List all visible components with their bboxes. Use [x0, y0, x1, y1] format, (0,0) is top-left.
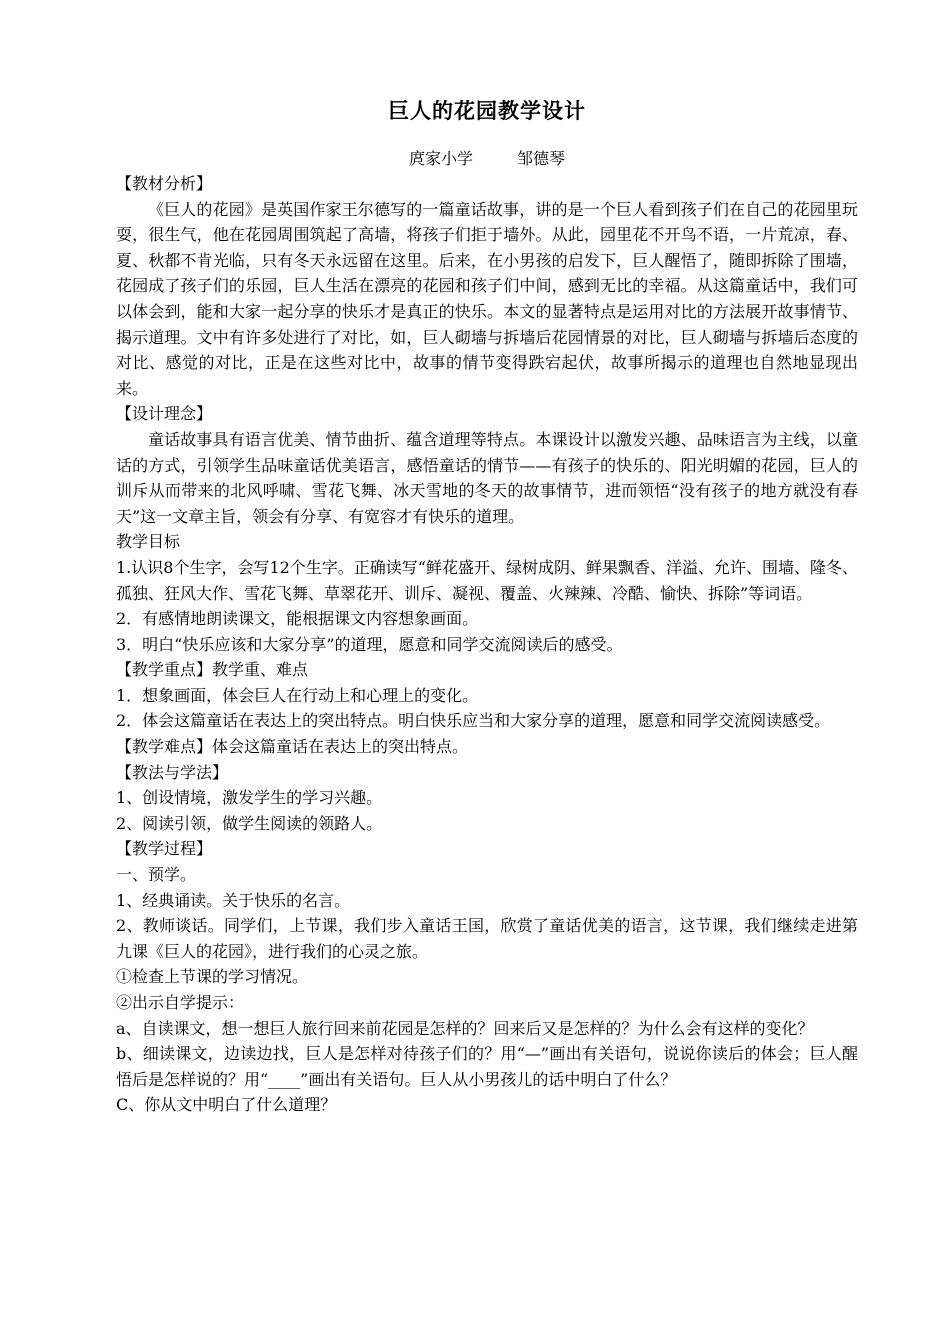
author-name: 邹德琴: [517, 149, 566, 168]
paragraph: 2．有感情地朗读课文，能根据课文内容想象画面。: [116, 609, 479, 629]
paragraph: 3．明白“快乐应该和大家分享”的道理，愿意和同学交流阅读后的感受。: [116, 634, 623, 654]
byline: [116, 147, 858, 171]
school-name: 庹家小学: [408, 149, 473, 168]
paragraph: 【教材分析】: [116, 174, 213, 193]
paragraph: 《巨人的花园》是英国作家王尔德写的一篇童话故事，讲的是一个巨人看到孩子们在自己的花园里玩耍，很生气，他在花园周围筑起了高墙，将孩子们拒于墙外。从此，园里花不开鸟不语，一片荒凉，春、夏、秋都不肯光临，只有冬天永远留在这里。后来，在小男孩的启发下，巨人醒悟了，随即拆除了围墙，花园成了孩子们的乐园，巨人生活在漂亮的花园和孩子们中间，感到无比的幸福。从这篇童话中，我们可以体会到，能和大家一起分享的快乐才是真正的快乐。本文的显著特点是运用对比的方法展开故事情节、揭示道理。文中有许多处进行了对比，如，巨人砌墙与拆墙后花园情景的对比，巨人砌墙与拆墙后态度的对比、感觉的对比，正是在这些对比中，故事的情节变得跌宕起伏，故事所揭示的道理也自然地显现出来。: [116, 199, 858, 398]
paragraph: b、细读课文，边读边找，巨人是怎样对待孩子们的？用“—”画出有关语句，说说你读后的体会；巨人醒悟后是怎样说的？用“____”画出有关语句。巨人从小男孩儿的话中明白了什么？: [116, 1044, 858, 1089]
paragraph: 【教学重点】教学重、难点: [116, 660, 309, 680]
paragraph: 1．想象画面，体会巨人在行动上和心理上的变化。: [116, 685, 479, 705]
document-title: 巨人的花园教学设计: [388, 98, 586, 123]
paragraph: 2、阅读引领，做学生阅读的领路人。: [116, 813, 383, 833]
paragraph: a、自读课文，想一想巨人旅行回来前花园是怎样的？回来后又是怎样的？为什么会有这样的变化？: [116, 1018, 814, 1038]
paragraph: ①检查上节课的学习情况。: [116, 967, 309, 987]
paragraph: C、你从文中明白了什么道理？: [116, 1095, 337, 1115]
paragraph: 【设计理念】: [116, 404, 213, 424]
paragraph: 【教学难点】体会这篇童话在表达上的突出特点。: [116, 737, 469, 757]
paragraph: 教学目标: [116, 532, 181, 552]
paragraph: 童话故事具有语言优美、情节曲折、蕴含道理等特点。本课设计以激发兴趣、品味语言为主线，以童话的方式，引领学生品味童话优美语言，感悟童话的情节——有孩子的快乐的、阳光明媚的花园，巨人的训斥从而带来的北风呼啸、雪花飞舞、冰天雪地的冬天的故事情节，进而领悟“没有孩子的地方就没有春天”这一文章主旨，领会有分享、有宽容才有快乐的道理。: [116, 429, 858, 526]
paragraph: 一、预学。: [116, 865, 197, 885]
paragraph: 1.认识8个生字，会写12个生字。正确读写“鲜花盛开、绿树成阴、鲜果飘香、洋溢、允许、围墙、隆冬、孤独、狂风大作、雪花飞舞、草翠花开、训斥、凝视、覆盖、火辣辣、冷酷、愉快、拆除”等词语。: [116, 557, 858, 603]
paragraph: 1、经典诵读。关于快乐的名言。: [116, 890, 351, 910]
paragraph: 【教学过程】: [116, 839, 213, 859]
paragraph: 1、创设情境，激发学生的学习兴趣。: [116, 788, 383, 808]
paragraph: ②出示自学提示：: [116, 993, 245, 1012]
paragraph: 【教法与学法】: [116, 762, 229, 782]
document-page: [116, 95, 858, 1118]
document-body: [116, 171, 858, 1118]
paragraph: 2．体会这篇童话在表达上的突出特点。明白快乐应当和大家分享的道理，愿意和同学交流阅读感受。: [116, 711, 831, 731]
paragraph: 2、教师谈话。同学们，上节课，我们步入童话王国，欣赏了童话优美的语言，这节课，我们继续走进第九课《巨人的花园》，进行我们的心灵之旅。: [116, 916, 858, 961]
